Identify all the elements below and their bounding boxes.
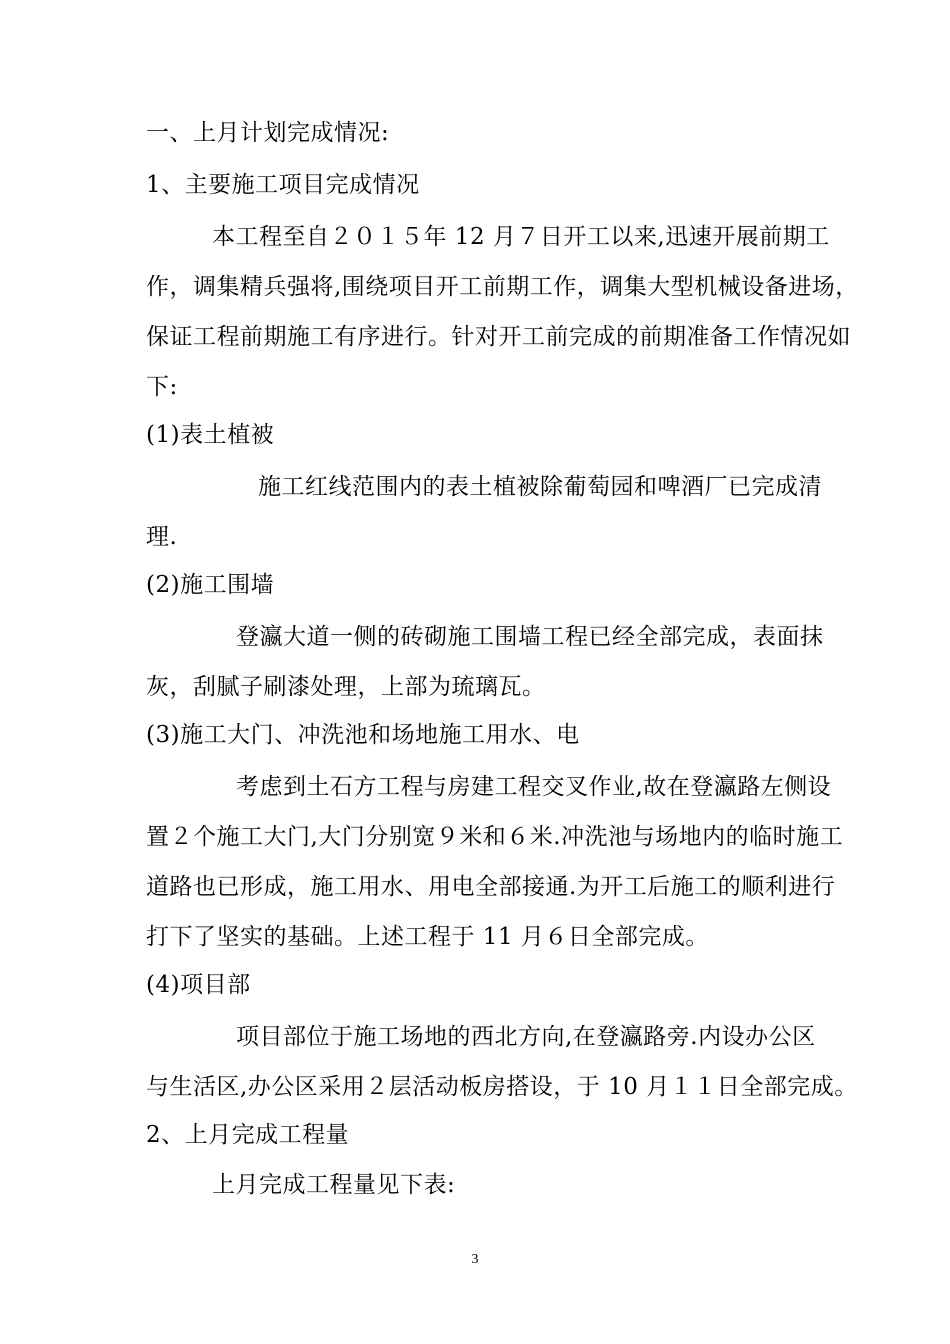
- paragraph-line: 本工程至自２０１５年 12 月７日开工以来,迅速开展前期工: [212, 224, 830, 250]
- paragraph-line: 与生活区,办公区采用２层活动板房搭设，于 10 月１１日全部完成。: [146, 1074, 858, 1100]
- paragraph-line: 考虑到土石方工程与房建工程交叉作业,故在登瀛路左侧设: [236, 774, 832, 800]
- section-heading: 一、上月计划完成情况:: [146, 120, 390, 146]
- item-heading: (1)表土植被: [146, 422, 275, 448]
- paragraph-line: 施工红线范围内的表土植被除葡萄园和啤酒厂已完成清: [258, 474, 822, 500]
- paragraph-line: 打下了坚实的基础。上述工程于 11 月６日全部完成。: [146, 924, 709, 950]
- paragraph-line: 上月完成工程量见下表:: [212, 1172, 456, 1198]
- paragraph-line: 作，调集精兵强将,围绕项目开工前期工作，调集大型机械设备进场，: [146, 274, 859, 300]
- subsection-heading: 2、上月完成工程量: [146, 1122, 350, 1148]
- paragraph-line: 道路也已形成，施工用水、用电全部接通.为开工后施工的顺利进行: [146, 874, 836, 900]
- paragraph-line: 下:: [146, 374, 178, 400]
- subsection-heading: 1、主要施工项目完成情况: [146, 172, 420, 198]
- item-heading: (3)施工大门、冲洗池和场地施工用水、电: [146, 722, 580, 748]
- paragraph-line: 理.: [146, 524, 178, 550]
- item-heading: (4)项目部: [146, 972, 251, 998]
- paragraph-line: 置２个施工大门,大门分别宽９米和６米.冲洗池与场地内的临时施工: [146, 824, 844, 850]
- paragraph-line: 灰，刮腻子刷漆处理，上部为琉璃瓦。: [146, 674, 546, 700]
- paragraph-line: 项目部位于施工场地的西北方向,在登瀛路旁.内设办公区: [236, 1024, 816, 1050]
- paragraph-line: 保证工程前期施工有序进行。针对开工前完成的前期准备工作情况如: [146, 324, 851, 350]
- page-number: 3: [471, 1252, 479, 1267]
- paragraph-line: 登瀛大道一侧的砖砌施工围墙工程已经全部完成，表面抹: [236, 624, 824, 650]
- item-heading: (2)施工围墙: [146, 572, 275, 598]
